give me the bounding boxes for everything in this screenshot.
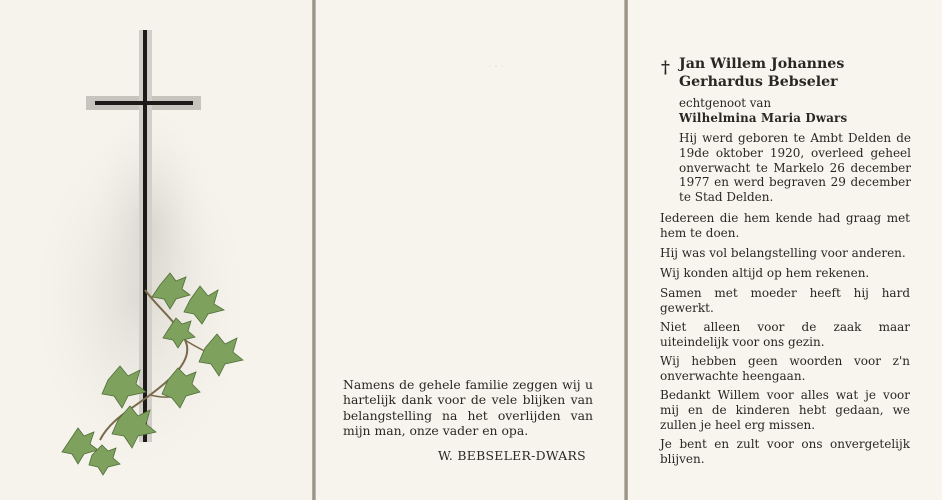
memorial-paragraph: Wij konden altijd op hem rekenen. [660, 266, 870, 280]
memorial-paragraph: Iedereen die hem kende had graag met hem te doen. [660, 211, 910, 240]
spouse-name: Wilhelmina Maria Dwars [679, 111, 848, 125]
memorial-paragraph: Samen met moeder heeft hij hard gewerkt. [660, 286, 910, 315]
left-panel [0, 0, 312, 500]
memorial-paragraph: Niet alleen voor de zaak maar uiteindelijk voor ons gezin. [660, 320, 910, 349]
bleed-through-marks: · · · [488, 62, 504, 73]
cross-bar [95, 101, 193, 105]
biography: Hij werd geboren te Ambt Delden de 19de oktober 1920, overleed geheel onverwacht te Markelo 26 december 1977 en werd begraven 29 december te Stad Delden. [679, 131, 911, 205]
memorial-paragraph: Wij hebben geen woorden voor z'n onverwachte heengaan. [660, 354, 910, 383]
memorial-paragraph: Hij was vol belangstelling voor anderen. [660, 246, 906, 260]
memorial-paragraph: Je bent en zult voor ons onvergetelijk blijven. [660, 437, 910, 466]
deceased-name: Jan Willem Johannes Gerhardus Bebseler [679, 56, 845, 90]
thanks-message: Namens de gehele familie zeggen wij u hartelijk dank voor de vele blijken van belangstelling na het overlijden van mijn man, onze vader en opa. [343, 377, 593, 439]
memorial-paragraph: Bedankt Willem voor alles wat je voor mij en de kinderen hebt gedaan, we zullen je heel erg missen. [660, 388, 910, 432]
cross-upright [143, 30, 147, 442]
signature: W. BEBSELER-DWARS [438, 448, 586, 463]
cross-with-ivy-illustration [0, 0, 312, 500]
spouse-label: echtgenoot van [679, 96, 772, 110]
dagger-icon: † [661, 58, 670, 78]
